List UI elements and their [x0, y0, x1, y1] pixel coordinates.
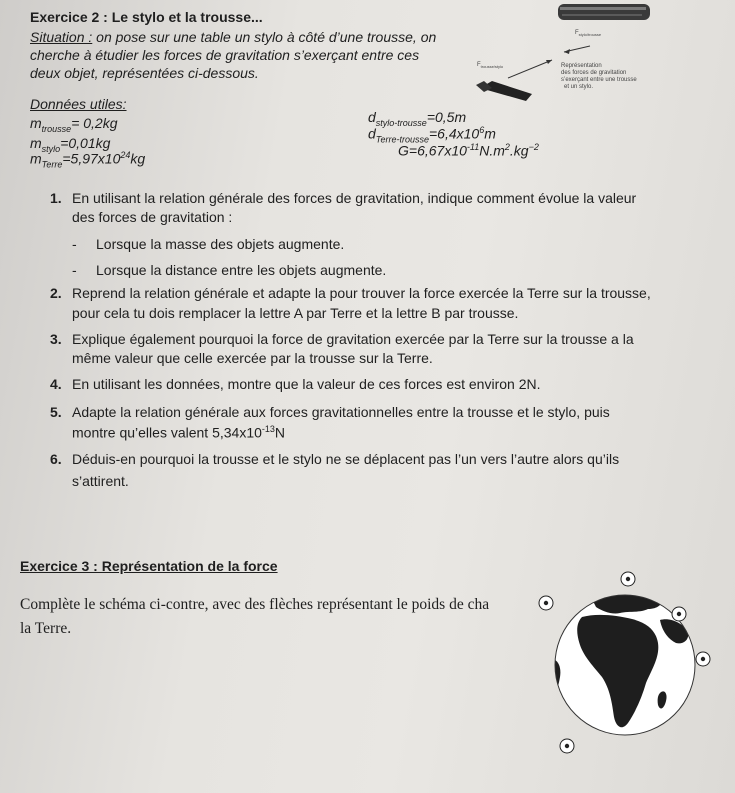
situation-line-2: cherche à étudier les forces de gravitation s’exerçant entre ces: [30, 47, 420, 63]
force-label-trousse-stylo: $F_{trousse/stylo}$: [477, 62, 504, 70]
donnees-title: Données utiles:: [30, 96, 127, 112]
question-6-line-1: 6. Déduis-en pourquoi la trousse et le stylo ne se déplacent pas l’un vers l’autre alors qu’ils: [50, 451, 620, 467]
exercise-3-text-line-2: la Terre.: [20, 620, 72, 637]
data-m-stylo: $m_{stylo}=0,01kg$: [30, 135, 111, 154]
pen-and-pencil-case-diagram: [440, 2, 660, 107]
question-5-line-2: montre qu’elles valent $5,34x10^{-13}N$: [72, 424, 286, 441]
diagram-caption-2: des forces de gravitation: [561, 70, 627, 76]
exercise-2-title: Exercice 2 : Le stylo et la trousse...: [30, 9, 263, 25]
soccer-ball-3: [672, 607, 686, 621]
question-1-line-2: des forces de gravitation :: [72, 209, 233, 225]
question-1-line-1: 1. En utilisant la relation générale des forces de gravitation, indique comment évolue la valeur: [50, 190, 637, 206]
soccer-ball-4: [696, 652, 710, 666]
question-4-line-1: 4. En utilisant les données, montre que la valeur de ces forces est environ 2N.: [50, 376, 541, 392]
pen-illustration: [476, 81, 532, 101]
question-5-line-1: 5. Adapte la relation générale aux forces gravitationnelles entre la trousse et le stylo, puis: [50, 404, 610, 420]
force-label-stylo-trousse: $F_{stylo/trousse}$: [575, 30, 602, 38]
data-m-terre: $m_{Terre}=5,97x10^{24}kg$: [30, 150, 146, 170]
exercise-3-title: Exercice 3 : Représentation de la force: [20, 558, 278, 574]
question-6-line-2: s’attirent.: [72, 473, 129, 489]
question-3-line-2: même valeur que celle exercée par la trousse sur la Terre.: [72, 350, 433, 366]
soccer-ball-2: [539, 596, 553, 610]
question-2-line-2: pour cela tu dois remplacer la lettre A par Terre et la lettre B par trousse.: [72, 305, 519, 321]
soccer-ball-5: [560, 739, 574, 753]
situation-line-3: deux objet, représentées ci-dessous.: [30, 65, 259, 81]
data-d-stylo-trousse: $d_{stylo-trousse}=0,5m$: [368, 109, 467, 128]
question-2-line-1: 2. Reprend la relation générale et adapte la pour trouver la force exercée la Terre sur la trousse,: [50, 285, 651, 301]
earth-globe-diagram: [520, 565, 735, 765]
data-d-terre-trousse: $d_{Terre-trousse}=6,4x10^6m$: [368, 125, 496, 145]
data-m-trousse: $m_{trousse}= 0,2kg$: [30, 115, 118, 134]
bullet-item-2: - Lorsque la distance entre les objets augmente.: [72, 262, 387, 278]
diagram-caption-1: Représentation: [561, 63, 602, 69]
bullet-item-1: - Lorsque la masse des objets augmente.: [72, 236, 345, 252]
situation-line-1: Situation : on pose sur une table un stylo à côté d’une trousse, on: [30, 29, 437, 45]
diagram-caption-3: s’exerçant entre une trousse: [561, 77, 637, 83]
data-g-constant: $G=6,67x10^{-11}N.m^2.kg^{-2}$: [398, 142, 539, 159]
diagram-caption-4: et un stylo.: [564, 84, 594, 90]
question-3-line-1: 3. Explique également pourquoi la force de gravitation exercée par la Terre sur la trousse a la: [50, 331, 634, 347]
pencil-case-illustration: [558, 4, 650, 20]
exercise-3-text-line-1: Complète le schéma ci-contre, avec des flèches représentant le poids de cha: [20, 596, 490, 613]
soccer-ball-1: [621, 572, 635, 586]
